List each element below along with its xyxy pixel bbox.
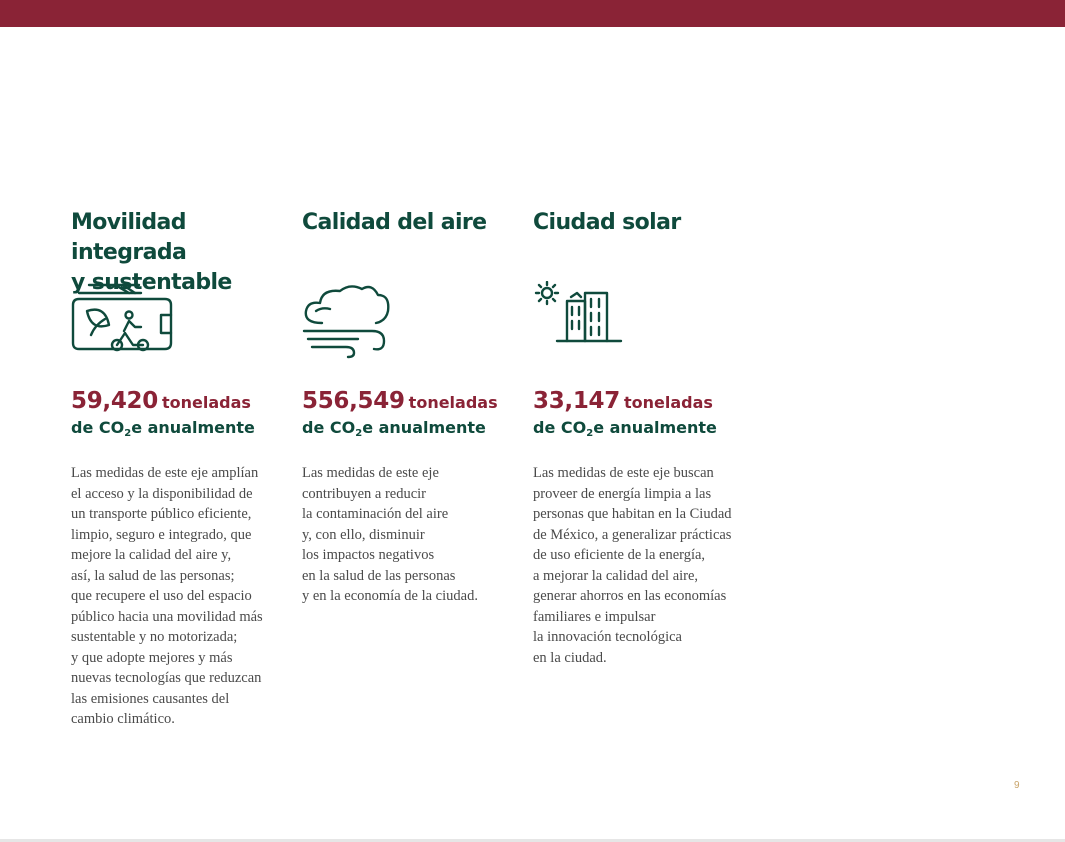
co2-suffix: e anualmente (362, 418, 486, 437)
emission-stat (71, 388, 286, 439)
section-calidad-aire (302, 208, 517, 607)
section-title: Ciudad solar (533, 210, 681, 235)
emission-value: 556,549 (302, 388, 405, 414)
sun-buildings-icon (533, 281, 748, 381)
header-bar (0, 0, 1065, 27)
emission-unit: toneladas (408, 393, 498, 412)
co2-prefix: de CO (533, 418, 587, 437)
co2-suffix: e anualmente (593, 418, 717, 437)
emission-stat (533, 388, 748, 439)
cloud-wind-icon (302, 281, 517, 381)
section-description: Las medidas de este eje buscan proveer de energía limpia a las personas que habitan en la Ciudad de México, a generalizar prácticas de uso eficiente de la energía, a mejorar la calidad del aire, generar ahorros en las economías familiares e impulsar la innovación tecnológica en la ciudad. (533, 465, 732, 666)
emission-unit: toneladas (161, 393, 251, 412)
emission-value: 59,420 (71, 388, 158, 414)
co2-subscript: 2 (586, 428, 594, 439)
section-title: Calidad del aire (302, 210, 487, 235)
section-description: Las medidas de este eje contribuyen a reducir la contaminación del aire y, con ello, disminuir los impactos negativos en la salud de las personas y en la economía de la ciudad. (302, 465, 478, 604)
emission-unit: toneladas (623, 393, 713, 412)
co2-prefix: de CO (302, 418, 356, 437)
page-number: 9 (1014, 780, 1020, 791)
co2-suffix: e anualmente (131, 418, 255, 437)
section-title: Movilidad integrada y sustentable (71, 210, 232, 295)
co2-subscript: 2 (355, 428, 363, 439)
co2-prefix: de CO (71, 418, 125, 437)
emission-value: 33,147 (533, 388, 620, 414)
section-ciudad-solar (533, 208, 748, 668)
co2-subscript: 2 (124, 428, 132, 439)
emission-stat (302, 388, 517, 439)
section-description: Las medidas de este eje amplían el acceso y la disponibilidad de un transporte público eficiente, limpio, seguro e integrado, que mejore la calidad del aire y, así, la salud de las personas; que recupere el uso del espacio público hacia una movilidad más sustentable y no motorizada; y que adopte mejores y más nuevas tecnologías que reduzcan las emisiones causantes del cambio climático. (71, 465, 263, 727)
section-movilidad (71, 208, 286, 730)
